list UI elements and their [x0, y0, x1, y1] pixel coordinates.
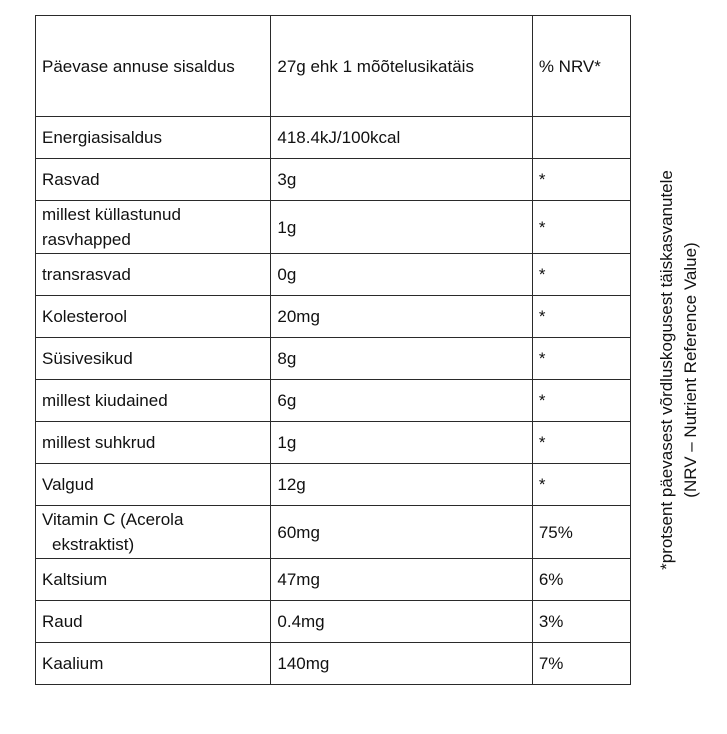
nutrient-nrv: 3%: [532, 601, 630, 643]
nutrient-nrv: *: [532, 464, 630, 506]
table-row: [36, 159, 631, 201]
table-header-row: [36, 16, 631, 117]
nutrient-amount: 140mg: [271, 643, 532, 685]
nutrient-amount: 20mg: [271, 296, 532, 338]
nutrient-amount: 0.4mg: [271, 601, 532, 643]
nutrient-name: Kaltsium: [36, 559, 271, 601]
nutrient-name: Rasvad: [36, 159, 271, 201]
nutrient-amount: 6g: [271, 380, 532, 422]
nutrient-amount: 0g: [271, 254, 532, 296]
nutrient-amount: 60mg: [271, 506, 532, 559]
table-row: [36, 296, 631, 338]
nutrient-nrv: *: [532, 254, 630, 296]
table-row: [36, 464, 631, 506]
header-amount-label: 27g ehk 1 mõõtelusikatäis: [277, 56, 474, 76]
table-row: [36, 380, 631, 422]
nutrient-amount: 1g: [271, 201, 532, 254]
nutrient-amount: 8g: [271, 338, 532, 380]
nutrient-name: millest küllastunud rasvhapped: [36, 201, 271, 254]
nutrient-name: Kolesterool: [36, 296, 271, 338]
nutrient-name: Valgud: [36, 464, 271, 506]
nutrient-amount: 3g: [271, 159, 532, 201]
header-nrv-cell: [532, 16, 630, 117]
nutrient-amount: 47mg: [271, 559, 532, 601]
nutrient-nrv: *: [532, 422, 630, 464]
nutrient-nrv: *: [532, 380, 630, 422]
table-row: [36, 422, 631, 464]
nutrient-amount: 418.4kJ/100kcal: [271, 117, 532, 159]
footnote-line-2: (NRV – Nutrient Reference Value): [681, 242, 700, 498]
table-row: [36, 601, 631, 643]
nutrient-nrv: 6%: [532, 559, 630, 601]
nrv-footnote: [649, 125, 709, 615]
table-row: [36, 643, 631, 685]
table-row: [36, 117, 631, 159]
table-row: [36, 559, 631, 601]
nutrient-name: transrasvad: [36, 254, 271, 296]
nutrient-amount: 1g: [271, 422, 532, 464]
table-row: [36, 506, 631, 559]
nutrient-nrv: [532, 117, 630, 159]
nutrient-name: millest kiudained: [36, 380, 271, 422]
nutrient-nrv: *: [532, 159, 630, 201]
nutrient-name: Süsivesikud: [36, 338, 271, 380]
footnote-line-1: *protsent päevasest võrdluskogusest täiskasvanutele: [657, 170, 676, 570]
header-amount-cell: [271, 16, 532, 117]
table-row: [36, 254, 631, 296]
table-row: [36, 201, 631, 254]
nutrient-nrv: 75%: [532, 506, 630, 559]
nutrient-amount: 12g: [271, 464, 532, 506]
nutrient-name: Vitamin C (Acerola ekstraktist): [36, 506, 271, 559]
nutrient-nrv: *: [532, 296, 630, 338]
header-name-cell: [36, 16, 271, 117]
header-name-label: Päevase annuse sisaldus: [42, 56, 235, 76]
nutrient-name: millest suhkrud: [36, 422, 271, 464]
nutrient-name: Raud: [36, 601, 271, 643]
nutrient-nrv: 7%: [532, 643, 630, 685]
table-row: [36, 338, 631, 380]
nutrient-name: Energiasisaldus: [36, 117, 271, 159]
nutrient-nrv: *: [532, 338, 630, 380]
header-nrv-label: % NRV*: [538, 56, 601, 76]
nrv-footnote-text: [655, 125, 703, 615]
nutrition-table: [35, 15, 631, 685]
nutrient-nrv: *: [532, 201, 630, 254]
nutrient-name: Kaalium: [36, 643, 271, 685]
